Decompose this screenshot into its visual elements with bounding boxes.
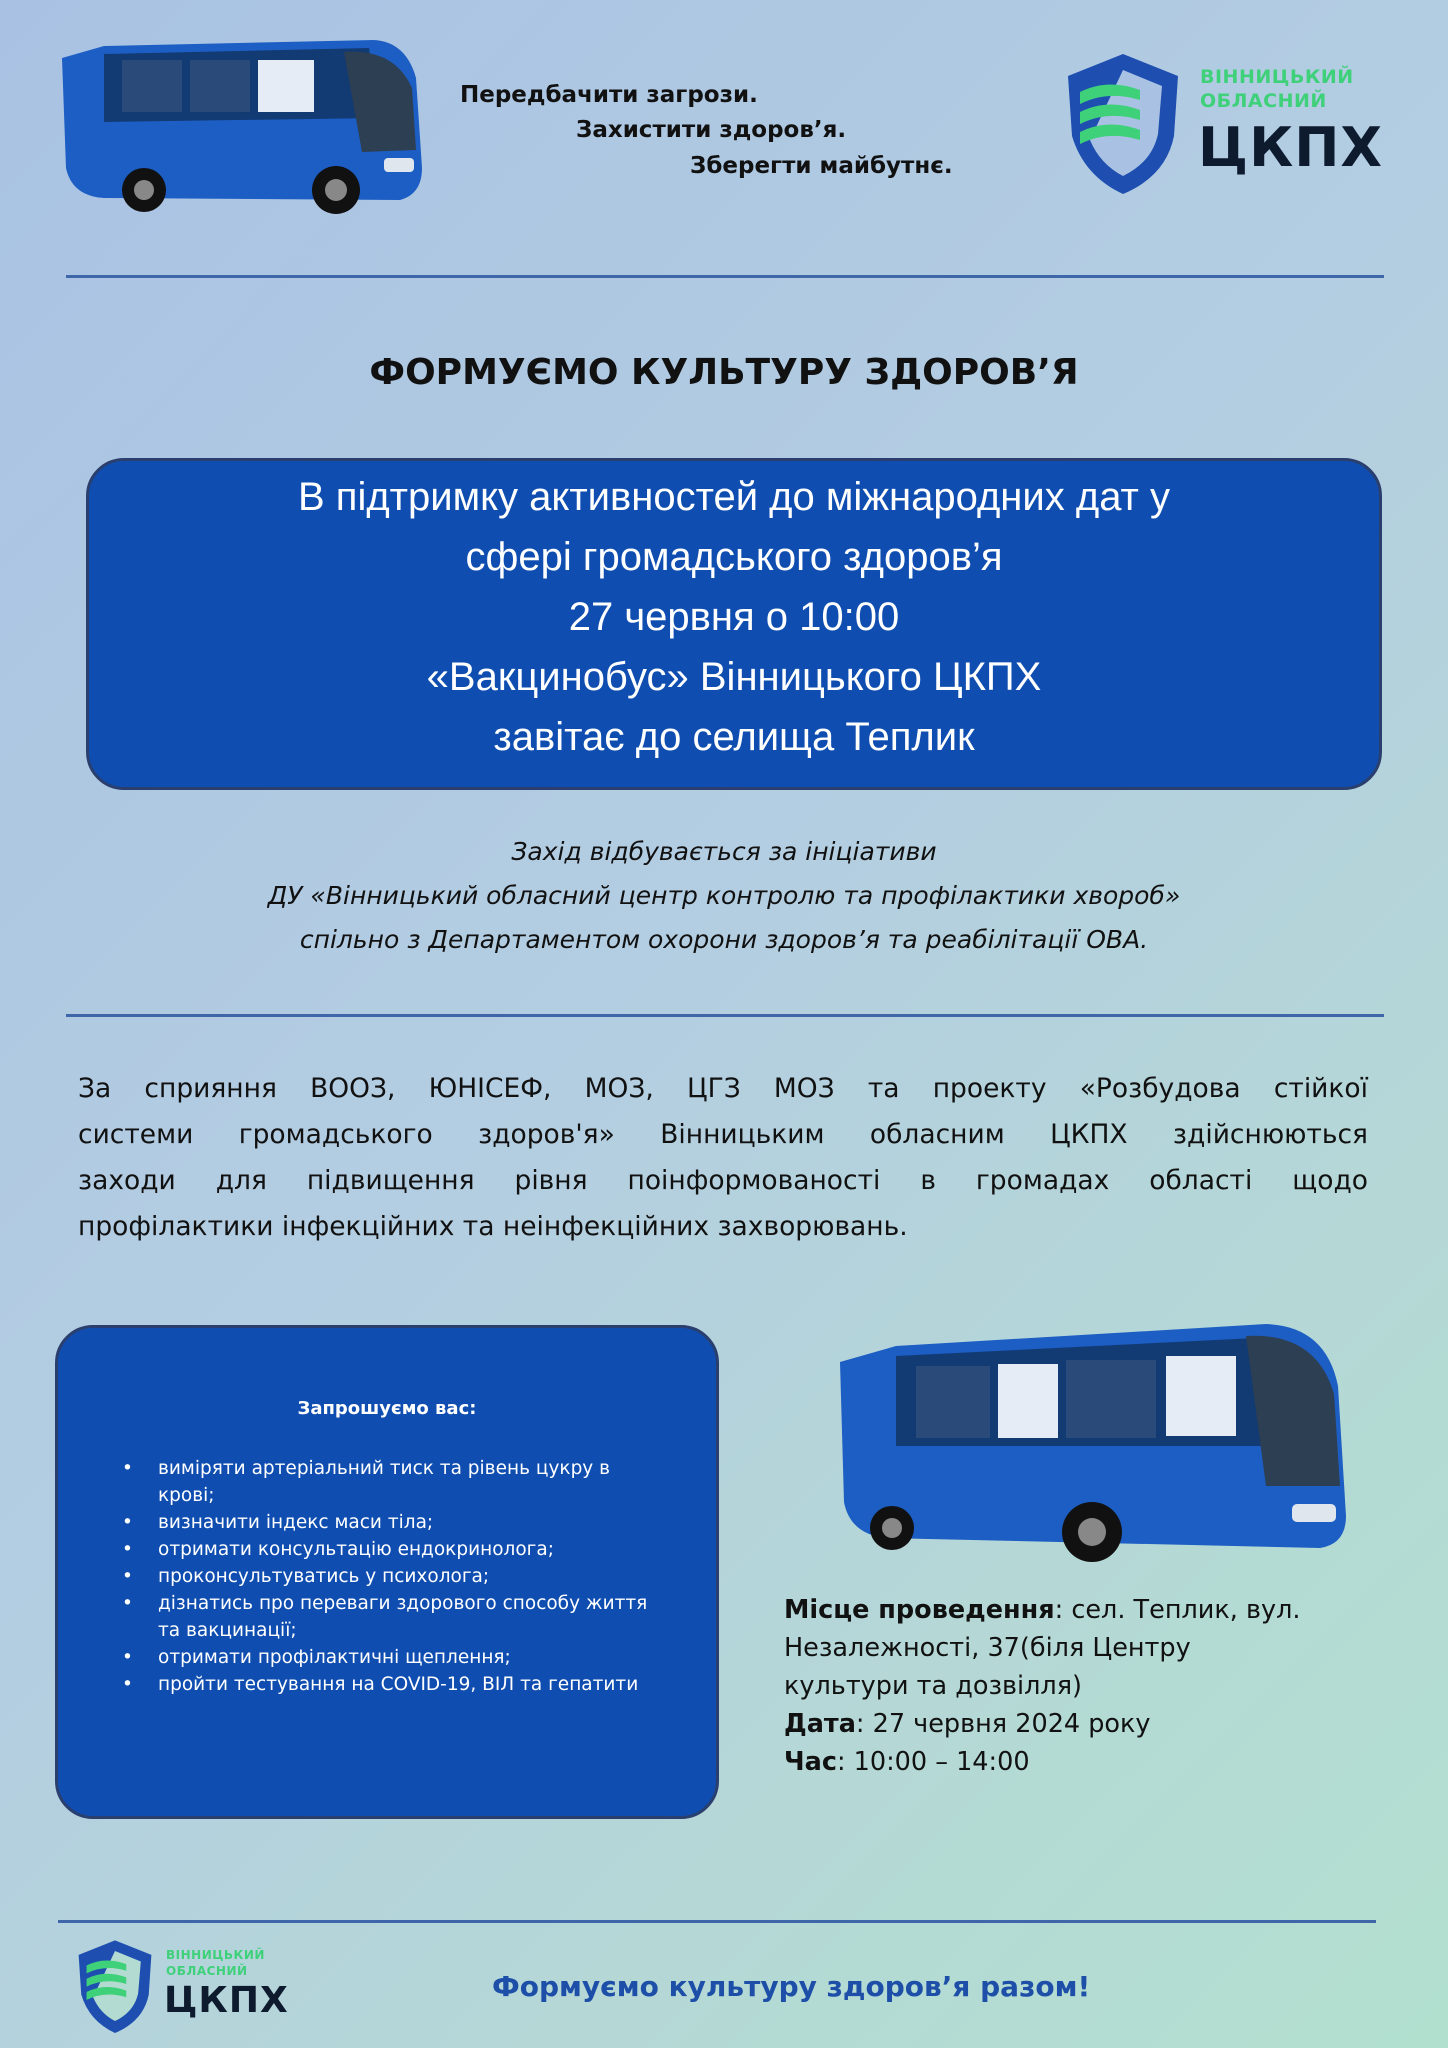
invite-item: [122, 1509, 666, 1536]
bullet-icon: •: [122, 1539, 133, 1560]
bus-photo-top: [44, 18, 424, 218]
announcement-line: сфері громадського здоров’я: [465, 535, 1003, 579]
invite-item-text: виміряти артеріальний тиск та рівень цукру в крові;: [158, 1458, 611, 1506]
bullet-icon: •: [122, 1512, 133, 1533]
footer-logo-text-main: ЦКПХ: [164, 1980, 289, 2021]
time-line: [784, 1743, 1301, 1781]
date-label: Дата: [784, 1709, 856, 1739]
date-line: [784, 1705, 1301, 1743]
support-line: профілактики інфекційних та неінфекційних захворювань.: [78, 1211, 908, 1242]
announcement-line: «Вакцинобус» Вінницького ЦКПХ: [426, 655, 1042, 699]
announcement-box: [86, 458, 1382, 790]
place-value: : сел. Теплик, вул.: [1054, 1595, 1301, 1625]
footer-logo-text-line2: ОБЛАСНИЙ: [166, 1964, 248, 1978]
invite-list: [108, 1455, 666, 1698]
support-paragraph: [78, 1066, 1368, 1250]
invite-item-text: отримати консультацію ендокринолога;: [158, 1539, 554, 1560]
support-line: За сприяння ВООЗ, ЮНІСЕФ, МОЗ, ЦГЗ МОЗ та проекту «Розбудова стійкої: [78, 1073, 1368, 1104]
divider-middle: [66, 1014, 1384, 1017]
bullet-icon: •: [122, 1647, 133, 1668]
invite-title: Запрошуємо вас:: [297, 1398, 477, 1419]
initiative-line: Захід відбувається за ініціативи: [511, 837, 937, 866]
invite-item: [122, 1590, 666, 1644]
invite-item-text: отримати профілактичні щеплення;: [158, 1647, 511, 1668]
place-label: Місце проведення: [784, 1595, 1055, 1625]
bullet-icon: •: [122, 1566, 133, 1587]
slogan-line-1: Передбачити загрози.: [460, 82, 758, 108]
support-line: системи громадського здоров'я» Вінницьким обласним ЦКПХ здійснюються: [78, 1119, 1368, 1150]
invite-item: [122, 1671, 666, 1698]
announcement-line: 27 червня о 10:00: [568, 595, 900, 639]
announcement-line: завітає до селища Теплик: [493, 715, 975, 759]
footer-logo-text-line1: ВІННИЦЬКИЙ: [166, 1948, 265, 1962]
time-value: : 10:00 – 14:00: [836, 1747, 1030, 1777]
bullet-icon: •: [122, 1593, 133, 1614]
date-value: : 27 червня 2024 року: [855, 1709, 1151, 1739]
event-details: [784, 1591, 1301, 1781]
invite-item: [122, 1644, 666, 1671]
support-line: заходи для підвищення рівня поінформованості в громадах області щодо: [78, 1165, 1368, 1196]
divider-top: [66, 275, 1384, 278]
invite-item-text: проконсультуватись у психолога;: [158, 1566, 490, 1587]
invite-item-text: дізнатись про переваги здорового способу життя та вакцинації;: [158, 1593, 648, 1641]
logo-text-line2: ОБЛАСНИЙ: [1200, 90, 1327, 112]
footer-slogan: Формуємо культуру здоров’я разом!: [492, 1970, 1091, 2003]
logo-text-line1: ВІННИЦЬКИЙ: [1200, 66, 1354, 88]
bullet-icon: •: [122, 1458, 133, 1479]
bus-photo-bottom: [826, 1306, 1350, 1578]
place-line: [784, 1591, 1301, 1629]
invite-item-text: визначити індекс маси тіла;: [158, 1512, 434, 1533]
announcement-line: В підтримку активностей до міжнародних дат у: [298, 475, 1170, 519]
invite-box: [55, 1325, 719, 1819]
bullet-icon: •: [122, 1674, 133, 1695]
place-line: Незалежності, 37(біля Центру: [784, 1633, 1191, 1663]
invite-item: [122, 1455, 666, 1509]
initiative-line: ДУ «Вінницький обласний центр контролю та профілактики хвороб»: [267, 881, 1181, 910]
invite-item: [122, 1536, 666, 1563]
divider-bottom: [58, 1920, 1376, 1923]
logo-shield-icon: [1058, 48, 1188, 198]
slogan-line-2: Захистити здоров’я.: [576, 117, 847, 143]
initiative-line: спільно з Департаментом охорони здоров’я та реабілітації ОВА.: [299, 925, 1149, 954]
place-line: культури та дозвілля): [784, 1671, 1083, 1701]
page-title: ФОРМУЄМО КУЛЬТУРУ ЗДОРОВ’Я: [369, 352, 1079, 393]
initiative-text: [0, 830, 1448, 962]
time-label: Час: [784, 1747, 837, 1777]
footer-logo-shield-icon: [72, 1936, 158, 2036]
invite-item-text: пройти тестування на COVID-19, ВІЛ та гепатити: [158, 1674, 639, 1695]
invite-item: [122, 1563, 666, 1590]
logo-text-main: ЦКПХ: [1198, 116, 1384, 179]
slogan-line-3: Зберегти майбутнє.: [690, 153, 953, 179]
